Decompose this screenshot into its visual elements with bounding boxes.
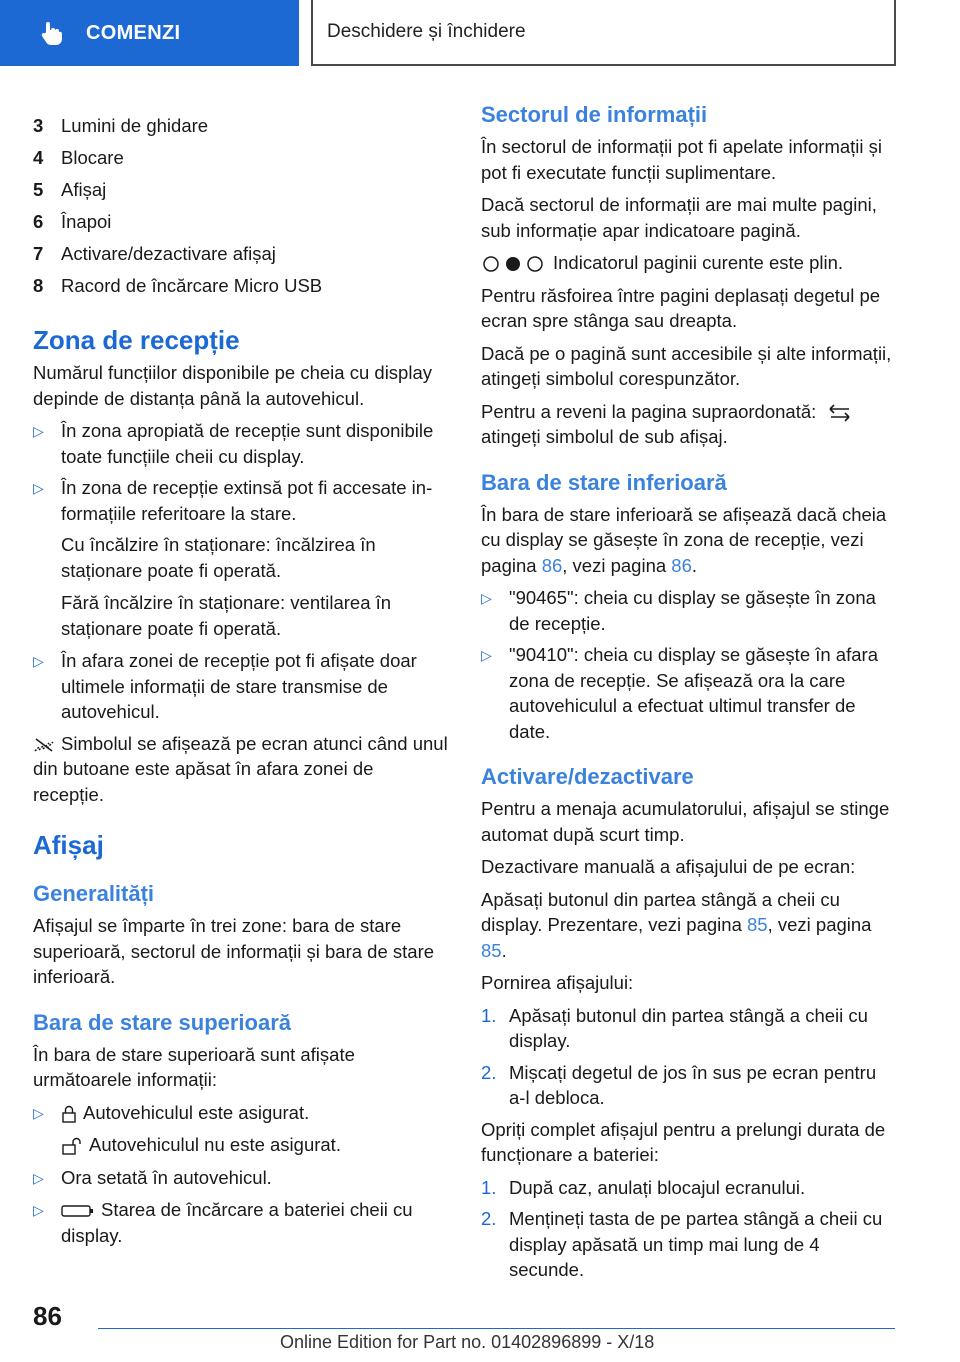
lock-open-icon xyxy=(61,1136,83,1156)
activ-p1: Pentru a menaja acumulatorului, afișajul se stinge automat după scurt timp. xyxy=(481,798,890,845)
list-item: ▷ "90465": cheia cu display se găsește în zona de recepție. xyxy=(481,585,897,636)
left-column xyxy=(33,100,448,1254)
legend-item: 5 Afișaj xyxy=(33,179,107,200)
chapter-title: Deschidere și închidere xyxy=(327,21,526,42)
list-item: ▷ În afara zonei de recepție pot fi afișate doar ultimele informații de stare transmise de autovehicul. xyxy=(33,648,448,725)
triangle-bullet-icon: ▷ xyxy=(33,423,44,439)
bara-inf-heading: Bara de stare inferioară xyxy=(481,469,727,495)
zona-symbol-note: Simbolul se afișează pe ecran atunci când unul din butoane este apăsat în afara zonei de recepție. xyxy=(33,732,448,805)
battery-icon xyxy=(61,1204,95,1218)
back-arrow-icon xyxy=(827,404,853,422)
activ-p4: Pornirea afișajului: xyxy=(481,972,634,993)
legend-item: 7 Activare/dezactivare afișaj xyxy=(33,243,276,264)
bara-sup-intro: În bara de stare superioară sunt afișate următoarele informații: xyxy=(33,1043,355,1090)
triangle-bullet-icon: ▷ xyxy=(33,653,44,669)
page-link[interactable]: 86 xyxy=(541,554,563,576)
sector-p2: Dacă sectorul de informații are mai multe pagini, sub informație apar indicatoare pagină. xyxy=(481,194,877,241)
bara-sup-heading: Bara de stare superioară xyxy=(33,1009,292,1035)
legend-item: 3 Lumini de ghidare xyxy=(33,115,209,136)
generalitati-heading: Generalități xyxy=(33,881,155,906)
triangle-bullet-icon: ▷ xyxy=(33,1202,44,1218)
triangle-bullet-icon: ▷ xyxy=(33,1104,44,1121)
legend-item: 8 Racord de încărcare Micro USB xyxy=(33,275,323,296)
triangle-bullet-icon: ▷ xyxy=(33,1169,44,1186)
footer-divider xyxy=(98,1328,895,1329)
sector-p4: Pentru răsfoirea între pagini deplasați degetul pe ecran spre stânga sau dreapta. xyxy=(481,284,881,331)
step-item: 1. După caz, anulați blocajul ecranului. xyxy=(481,1176,806,1198)
list-item: ▷ Ora setată în autovehicul. xyxy=(33,1165,448,1192)
activ-p3: Apăsați butonul din partea stângă a cheii cu display. Prezentare, vezi pagina 85, vezi pagina 85. xyxy=(481,888,872,961)
section-title: COMENZI xyxy=(86,21,181,44)
numbered-legend xyxy=(33,110,448,302)
bara-sup-b1-alt: Autovehiculul nu este asigurat. xyxy=(33,1132,448,1158)
triangle-bullet-icon: ▷ xyxy=(33,480,44,496)
step-item: 1. Apăsați butonul din partea stângă a cheii cu display. xyxy=(481,1004,868,1051)
sector-p6: Pentru a reveni la pagina supraordonată: atingeți simbolul de sub afișaj. xyxy=(481,399,897,450)
list-item: ▷ În zona apropiată de recepție sunt disponibile toate funcțiile cheii cu display. xyxy=(33,418,448,469)
activ-heading: Activare/dezactivare xyxy=(481,764,694,789)
legend-item: 4 Blocare xyxy=(33,147,124,168)
generalitati-text: Afișajul se împarte în trei zone: bara de stare superioară, sectorul de informații și bara de stare inferioară. xyxy=(33,915,435,987)
zona-b2-note-1: Cu încălzire în staționare: încălzirea în staționare poate fi operată. xyxy=(61,534,376,581)
hand-pointer-icon xyxy=(38,19,66,47)
triangle-bullet-icon: ▷ xyxy=(481,647,492,663)
list-item: ▷ Starea de încărcare a bateriei cheii cu display. xyxy=(33,1197,448,1248)
list-item: ▷ În zona de recepție extinsă pot fi accesate informațiile referitoare la stare. xyxy=(33,475,448,526)
page-header xyxy=(0,0,960,66)
page-link[interactable]: 86 xyxy=(671,554,692,576)
sector-p5: Dacă pe o pagină sunt accesibile și alte informații, atingeți simbolul corespunzător. xyxy=(481,342,892,389)
list-item: ▷ Autovehiculul este asigurat. xyxy=(33,1100,448,1127)
sector-p1: În sectorul de informații pot fi apelate informații și pot fi executate funcții suplimentare. xyxy=(481,136,883,183)
page-link[interactable]: 85 xyxy=(481,939,502,961)
legend-item: 6 Înapoi xyxy=(33,211,112,232)
bara-inf-p1: În bara de stare inferioară se afișează dacă cheia cu display se găsește în zona de recepție, vezi pagina 86, vezi pagina 86. xyxy=(481,503,887,576)
triangle-bullet-icon: ▷ xyxy=(481,590,492,606)
list-item: ▷ "90410": cheia cu display se găsește în afara zona de recepție. Se afișează ora la care autovehiculul a efectuat ultimul transfer de date. xyxy=(481,642,897,744)
lock-closed-icon xyxy=(61,1104,77,1124)
page-link[interactable]: 85 xyxy=(747,914,768,935)
right-column xyxy=(481,100,897,1289)
page-indicator-icon xyxy=(481,255,547,273)
page-footer xyxy=(0,1295,960,1362)
activ-p5: Opriți complet afișajul pentru a prelungi durata de funcționare a bateriei: xyxy=(481,1118,886,1165)
section-tab[interactable] xyxy=(0,0,299,66)
step-item: 2. Mișcați degetul de jos în sus pe ecran pentru a-l debloca. xyxy=(481,1061,877,1108)
step-item: 2. Mențineți tasta de pe partea stângă a cheii cu display apăsată un timp mai lung de 4 secunde. xyxy=(481,1208,883,1280)
sector-heading: Sectorul de informații xyxy=(481,102,708,127)
chapter-tab xyxy=(311,0,896,66)
afisaj-heading: Afișaj xyxy=(33,830,104,860)
zona-intro: Numărul funcțiilor disponibile pe cheia cu display depinde de distanța până la autovehicul. xyxy=(33,362,432,409)
no-signal-icon xyxy=(33,737,55,753)
edition-note: Online Edition for Part no. 01402896899 - X/18 xyxy=(280,1332,655,1352)
zona-heading: Zona de recepție xyxy=(33,325,240,355)
activ-p2: Dezactivare manuală a afișajului de pe ecran: xyxy=(481,856,856,877)
zona-b2-note-2: Fără încălzire în staționare: ventilarea în staționare poate fi operată. xyxy=(61,592,392,639)
sector-p3: Indicatorul paginii curente este plin. xyxy=(481,250,897,276)
page-number: 86 xyxy=(33,1301,62,1331)
